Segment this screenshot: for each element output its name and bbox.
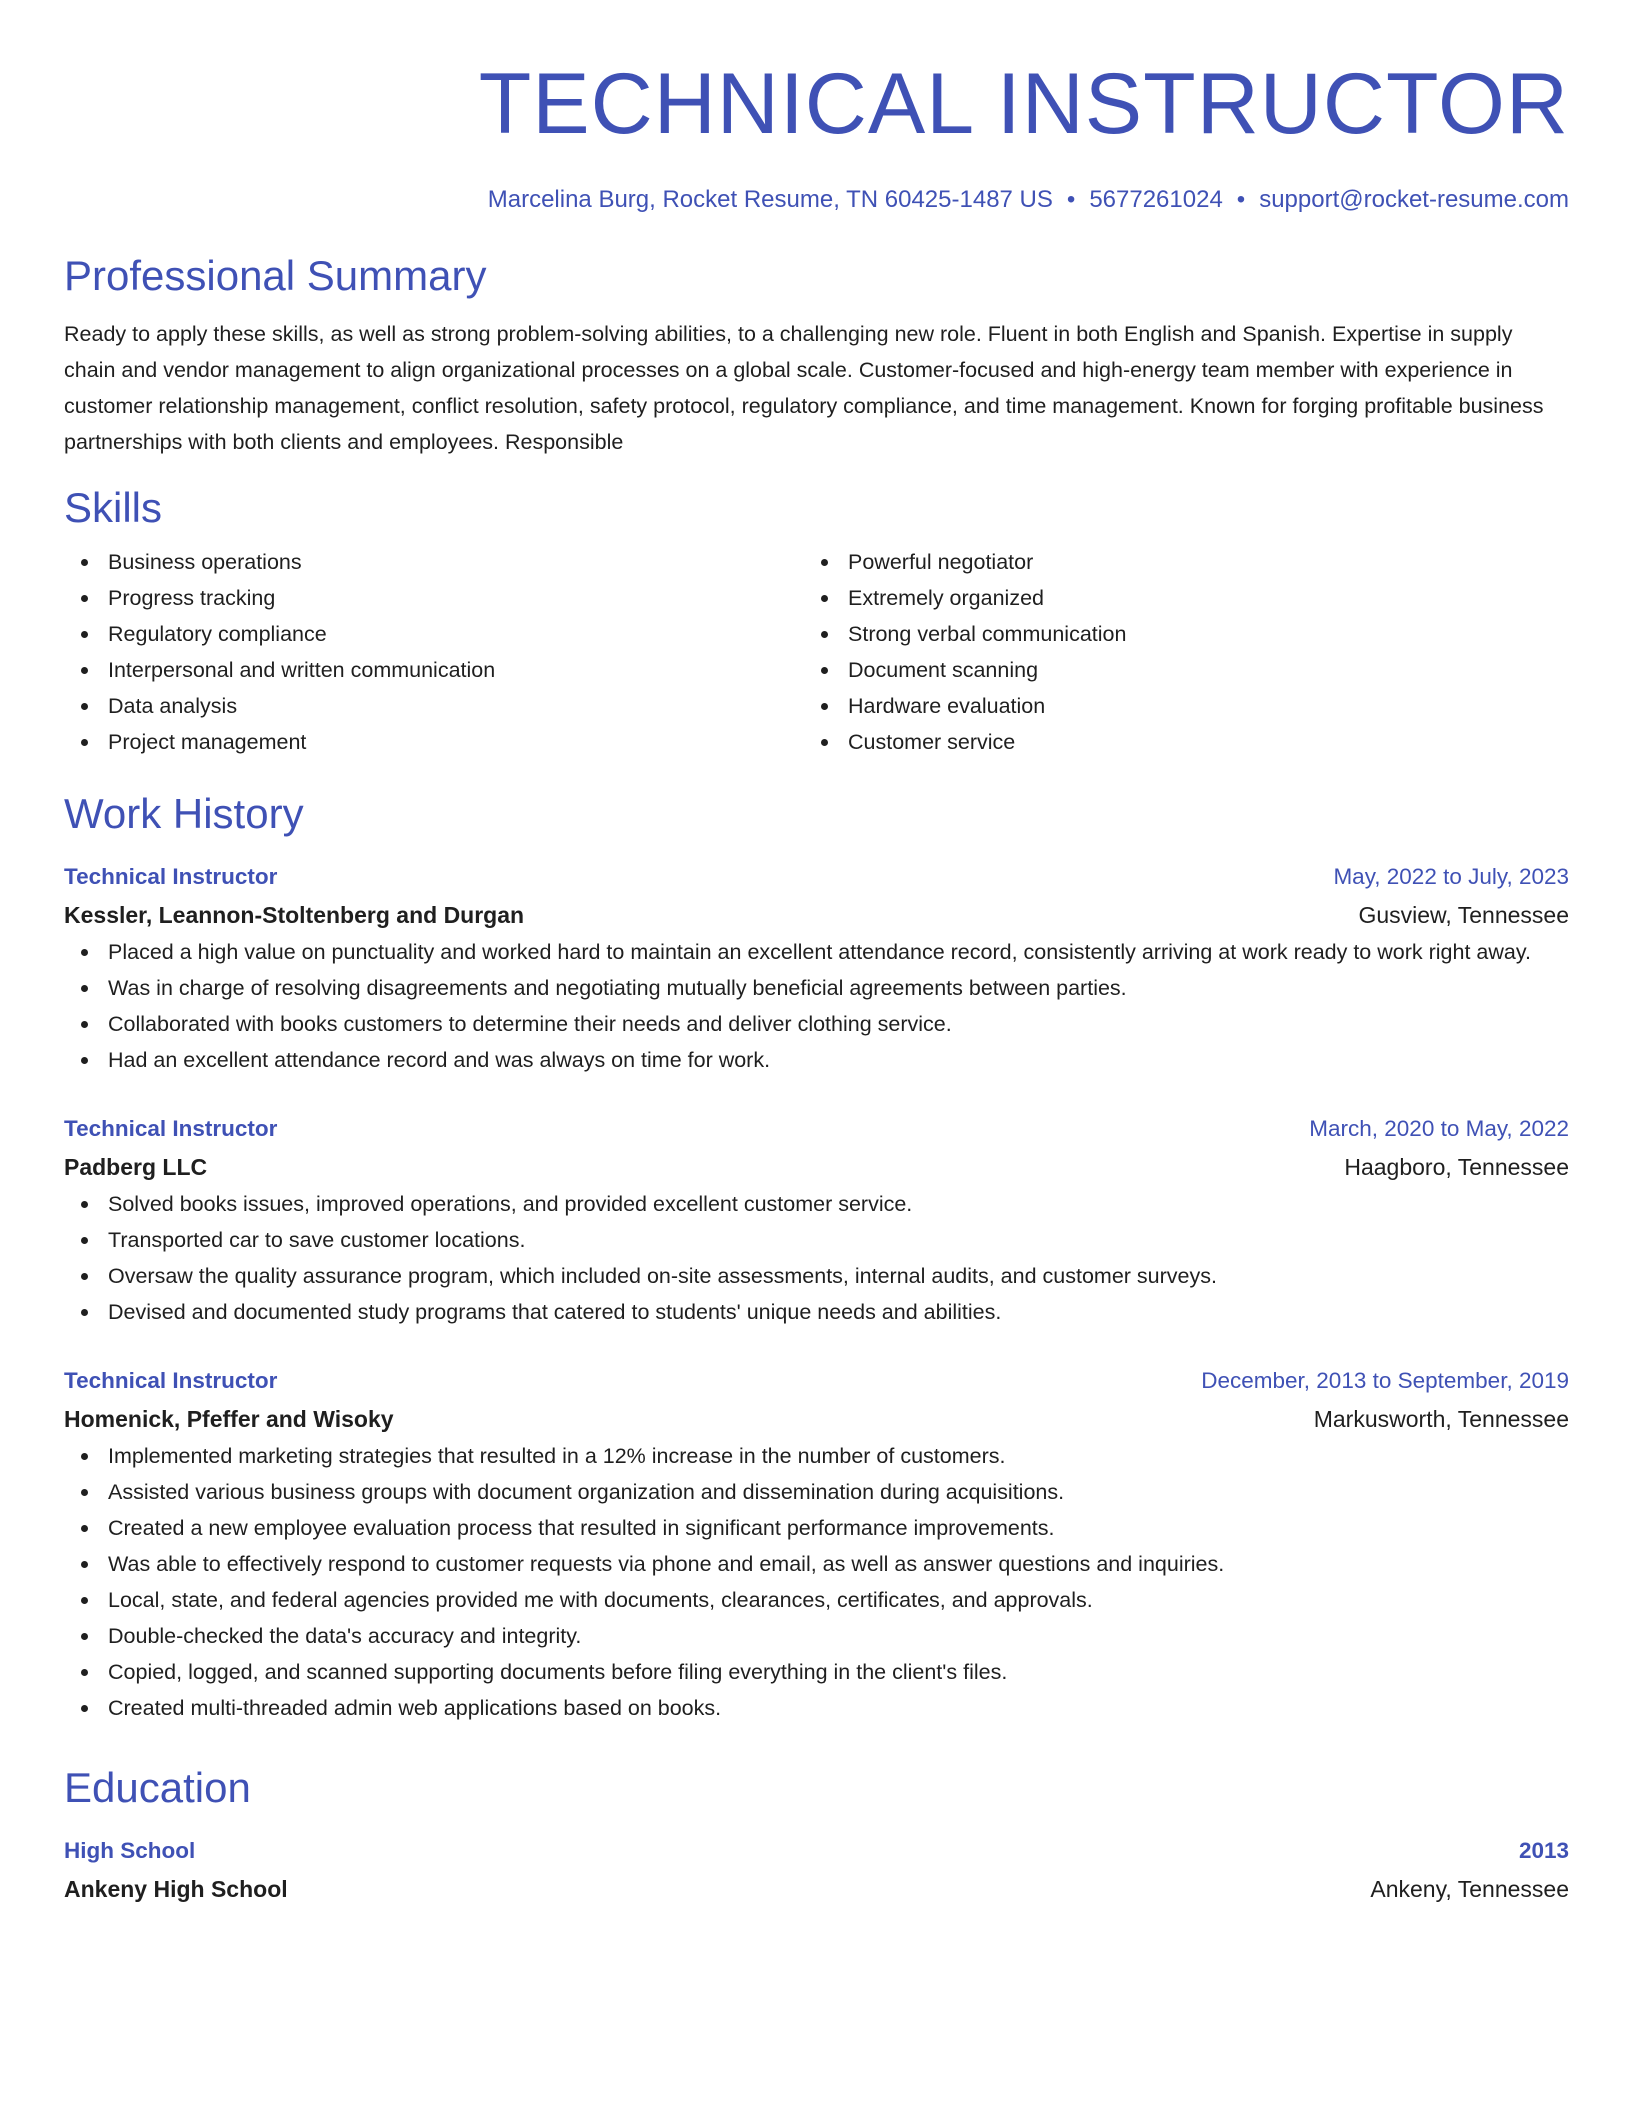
job-bullet: Double-checked the data's accuracy and integrity. [64,1618,1569,1654]
summary-section [64,250,1569,460]
job-location: Haagboro, Tennessee [1344,1154,1569,1180]
contact-separator: • [1236,186,1246,213]
education-year: 2013 [1518,1838,1569,1863]
education-degree: High School [64,1838,196,1863]
job-bullet: Assisted various business groups with document organization and dissemination during acquisitions. [64,1474,1569,1510]
job-bullets [64,934,1569,1078]
job-bullet: Created multi-threaded admin web applications based on books. [64,1690,1569,1726]
skill-item: Business operations [64,544,804,580]
job-bullet: Oversaw the quality assurance program, which included on-site assessments, internal audits, and customer surveys. [64,1258,1569,1294]
skill-item: Hardware evaluation [804,688,1569,724]
job-company: Kessler, Leannon-Stoltenberg and Durgan [64,902,525,928]
skill-item: Progress tracking [64,580,804,616]
summary-text: Ready to apply these skills, as well as strong problem-solving abilities, to a challenging new role. Fluent in both English and Spanish. Expertise in supply chain and vendor management to align organizational processes on a global scale. Customer-focused and high-energy team member with experience in customer relationship management, conflict resolution, safety protocol, regulatory compliance, and time management. Known for forging profitable business partnerships with both clients and employees. Responsible [64,322,1544,454]
contact-line [64,184,1569,216]
skills-column-right [804,544,1569,760]
job-bullet: Was able to effectively respond to customer requests via phone and email, as well as answer questions and inquiries. [64,1546,1569,1582]
job-dates: May, 2022 to July, 2023 [1333,864,1569,889]
job-dates: March, 2020 to May, 2022 [1309,1116,1569,1141]
job-company-row [64,1400,1569,1438]
job-title: Technical Instructor [64,1368,278,1393]
job-location: Gusview, Tennessee [1358,902,1569,928]
resume-title: TECHNICAL INSTRUCTOR [478,56,1569,152]
job-company: Padberg LLC [64,1154,208,1180]
job-title-row [64,1110,1569,1148]
job-bullet: Was in charge of resolving disagreements and negotiating mutually beneficial agreements between parties. [64,970,1569,1006]
resume-header [64,0,1569,216]
work-history-heading: Work History [64,790,304,837]
job-title: Technical Instructor [64,1116,278,1141]
skill-item: Data analysis [64,688,804,724]
skill-item: Regulatory compliance [64,616,804,652]
skills-heading: Skills [64,484,163,531]
skill-item: Project management [64,724,804,760]
job-bullet: Solved books issues, improved operations, and provided excellent customer service. [64,1186,1569,1222]
job-bullet: Had an excellent attendance record and was always on time for work. [64,1042,1569,1078]
contact-address: Marcelina Burg, Rocket Resume, TN 60425-1487 US [487,186,1053,213]
job-bullet: Collaborated with books customers to determine their needs and deliver clothing service. [64,1006,1569,1042]
education-section [64,1762,1569,1908]
education-school: Ankeny High School [64,1876,288,1902]
job-entry [64,858,1569,1078]
skills-list-right [804,544,1569,760]
skills-column-left [64,544,804,760]
job-title-row [64,858,1569,896]
education-heading: Education [64,1764,251,1811]
contact-phone: 5677261024 [1089,186,1223,213]
education-entry [64,1832,1569,1908]
contact-email[interactable]: support@rocket-resume.com [1259,186,1569,213]
skill-item: Extremely organized [804,580,1569,616]
education-school-row [64,1870,1569,1908]
skill-item: Interpersonal and written communication [64,652,804,688]
skill-item: Strong verbal communication [804,616,1569,652]
skill-item: Powerful negotiator [804,544,1569,580]
job-bullet: Placed a high value on punctuality and worked hard to maintain an excellent attendance record, consistently arriving at work ready to work right away. [64,934,1569,970]
job-location: Markusworth, Tennessee [1313,1406,1569,1432]
job-bullet: Created a new employee evaluation process that resulted in significant performance improvements. [64,1510,1569,1546]
education-location: Ankeny, Tennessee [1370,1876,1569,1902]
summary-heading: Professional Summary [64,252,487,299]
job-entry [64,1110,1569,1330]
job-bullet: Copied, logged, and scanned supporting documents before filing everything in the client's files. [64,1654,1569,1690]
skill-item: Customer service [804,724,1569,760]
job-company-row [64,896,1569,934]
job-title: Technical Instructor [64,864,278,889]
job-bullet: Local, state, and federal agencies provided me with documents, clearances, certificates, and approvals. [64,1582,1569,1618]
education-degree-row [64,1832,1569,1870]
job-bullet: Devised and documented study programs that catered to students' unique needs and abilities. [64,1294,1569,1330]
job-bullets [64,1186,1569,1330]
job-dates: December, 2013 to September, 2019 [1201,1368,1569,1393]
skills-grid [64,544,1569,760]
skill-item: Document scanning [804,652,1569,688]
job-title-row [64,1362,1569,1400]
job-bullet: Transported car to save customer locations. [64,1222,1569,1258]
contact-separator: • [1066,186,1076,213]
skills-list-left [64,544,804,760]
job-company: Homenick, Pfeffer and Wisoky [64,1406,394,1432]
job-bullets [64,1438,1569,1726]
skills-section [64,482,1569,760]
job-entry [64,1362,1569,1726]
job-bullet: Implemented marketing strategies that resulted in a 12% increase in the number of customers. [64,1438,1569,1474]
job-company-row [64,1148,1569,1186]
work-history-section [64,788,1569,1726]
